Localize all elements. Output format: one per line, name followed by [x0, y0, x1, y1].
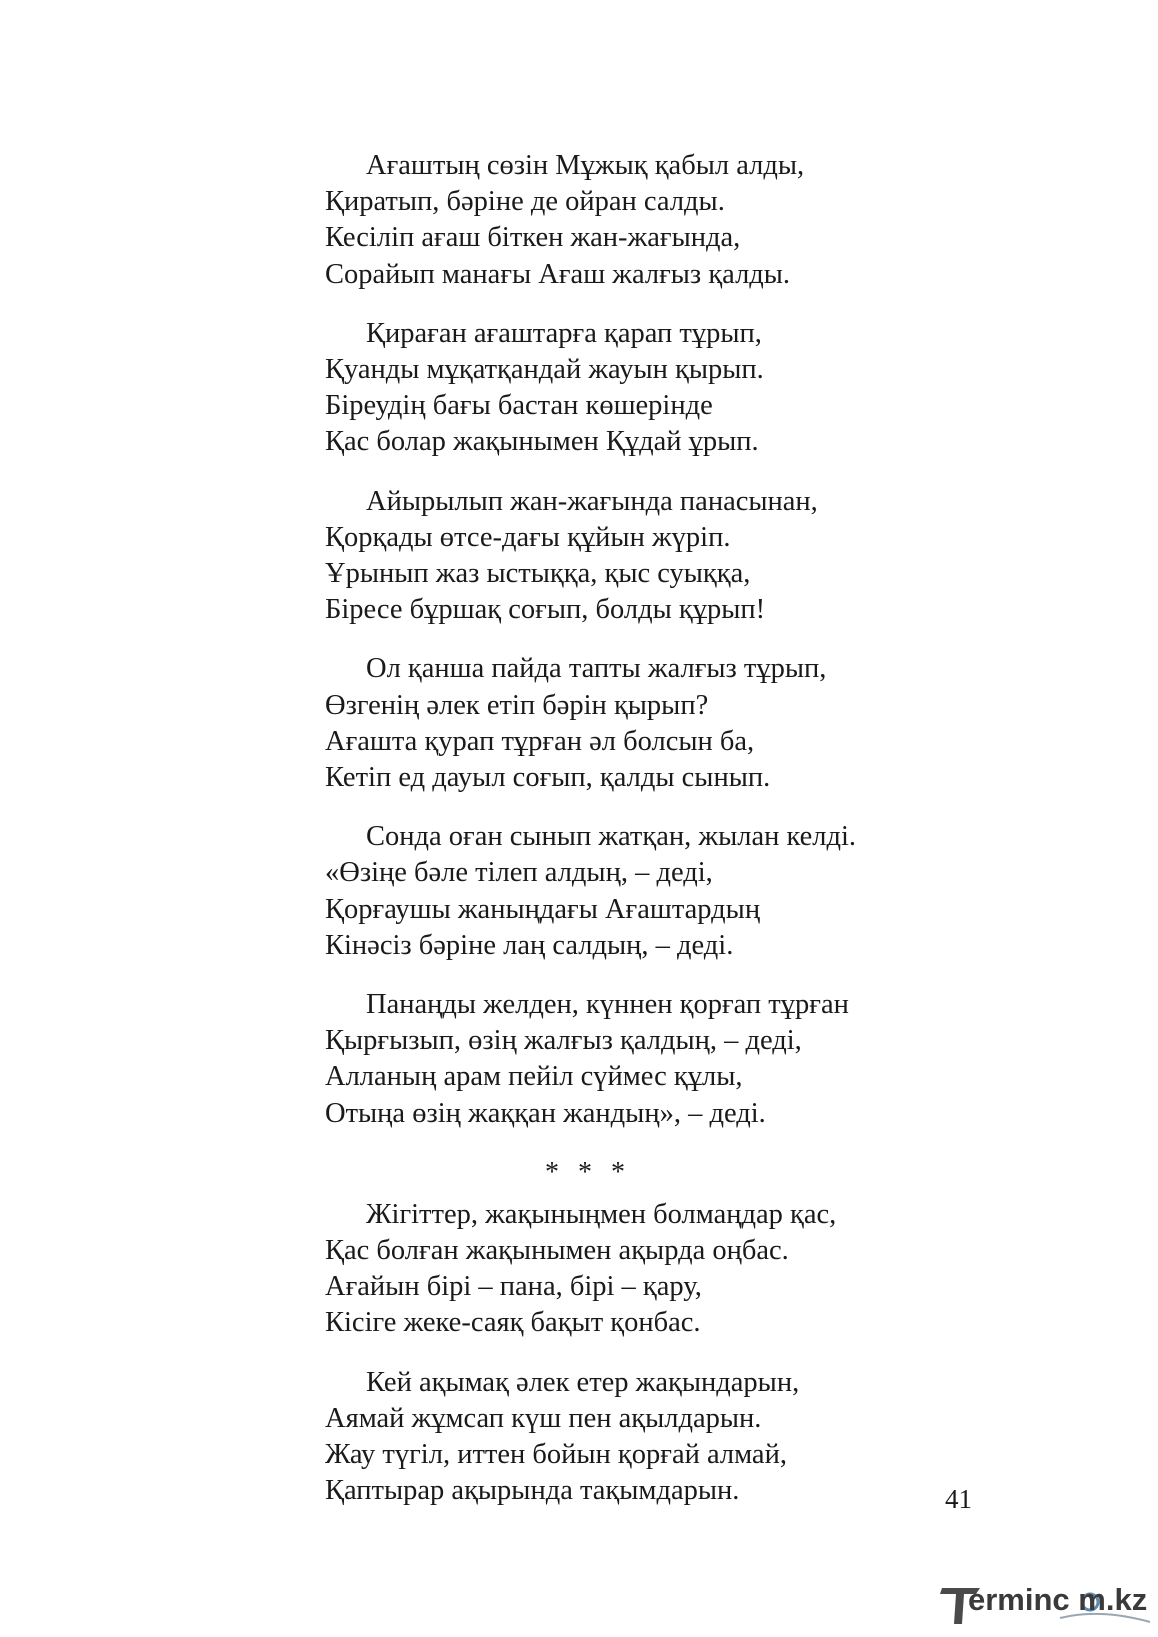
poem-line: Кетіп ед дауыл соғып, қалды сынып.: [325, 762, 771, 794]
poem-line: Біресе бұршақ соғып, болды құрып!: [325, 594, 766, 626]
poem-line: Қорғаушы жаныңдағы Ағаштардың: [325, 893, 761, 925]
poem-line: Өзгенің әлек етіп бәрін қырып?: [325, 689, 709, 721]
page-number: 41: [945, 1484, 972, 1514]
poem: [325, 148, 965, 1533]
poem-line: Ағайын бірі – пана, бірі – қару,: [325, 1271, 702, 1303]
poem-line: Қас болған жақынымен ақырда оңбас.: [325, 1235, 789, 1267]
poem-line: Біреудің бағы бастан көшерінде: [325, 390, 713, 422]
poem-line: Қуанды мұқатқандай жауын қырып.: [325, 354, 764, 386]
poem-line: Жігіттер, жақыныңмен болмаңдар қас,: [366, 1198, 837, 1230]
poem-part-2: [325, 1197, 965, 1510]
poem-line: Қас болар жақынымен Құдай ұрып.: [325, 426, 759, 458]
poem-line: Кінәсіз бәріне лаң салдың, – деді.: [325, 929, 734, 961]
poem-line: Кей ақымақ әлек етер жақындарын,: [366, 1366, 800, 1398]
poem-line: Қиратып, бәріне де ойран салды.: [325, 186, 725, 218]
poem-line: «Өзіңе бәле тілеп алдың, – деді,: [325, 857, 713, 889]
poem-line: Қырғызып, өзің жалғыз қалдың, – деді,: [325, 1025, 802, 1057]
poem-line: Қираған ағаштарға қарап тұрып,: [366, 317, 762, 349]
section-separator: * * *: [545, 1156, 631, 1188]
site-watermark: [940, 1578, 1152, 1628]
stanza: [325, 819, 965, 964]
poem-line: Алланың арам пейіл сүймес құлы,: [325, 1061, 743, 1093]
stanza: [325, 316, 965, 461]
poem-line: Ол қанша пайда тапты жалғыз тұрып,: [366, 653, 827, 685]
poem-line: Сорайып манағы Ағаш жалғыз қалды.: [325, 258, 791, 290]
poem-line: Кесіліп ағаш біткен жан-жағында,: [325, 222, 741, 254]
stanza: [325, 148, 965, 293]
poem-line: Ағашта қурап тұрған әл болсын ба,: [325, 725, 755, 757]
stanza: [325, 1197, 965, 1342]
poem-line: Кісіге жеке-саяқ бақыт қонбас.: [325, 1307, 701, 1339]
poem-line: Панаңды желден, күннен қорғап тұрған: [366, 989, 849, 1021]
poem-line: Отыңа өзің жаққан жандың», – деді.: [325, 1097, 766, 1129]
watermark-text: erminc m.kz: [968, 1582, 1148, 1617]
poem-part-1: [325, 148, 965, 1132]
poem-line: Ұрынып жаз ыстыққа, қыс суыққа,: [325, 558, 751, 590]
stanza: [325, 484, 965, 629]
poem-line: Аямай жұмсап күш пен ақылдарын.: [325, 1402, 762, 1434]
poem-line: Қаптырар ақырында тақымдарын.: [325, 1475, 740, 1507]
stanza: [325, 651, 965, 796]
poem-line: Сонда оған сынып жатқан, жылан келді.: [366, 821, 857, 853]
stanza: [325, 1365, 965, 1510]
poem-line: Жау түгіл, иттен бойын қорғай алмай,: [325, 1439, 787, 1471]
poem-line: Ағаштың сөзін Мұжық қабыл алды,: [366, 150, 805, 181]
stanza: [325, 987, 965, 1132]
poem-line: Қорқады өтсе-дағы құйын жүріп.: [325, 521, 731, 553]
poem-line: Айырылып жан-жағында панасынан,: [366, 485, 818, 517]
